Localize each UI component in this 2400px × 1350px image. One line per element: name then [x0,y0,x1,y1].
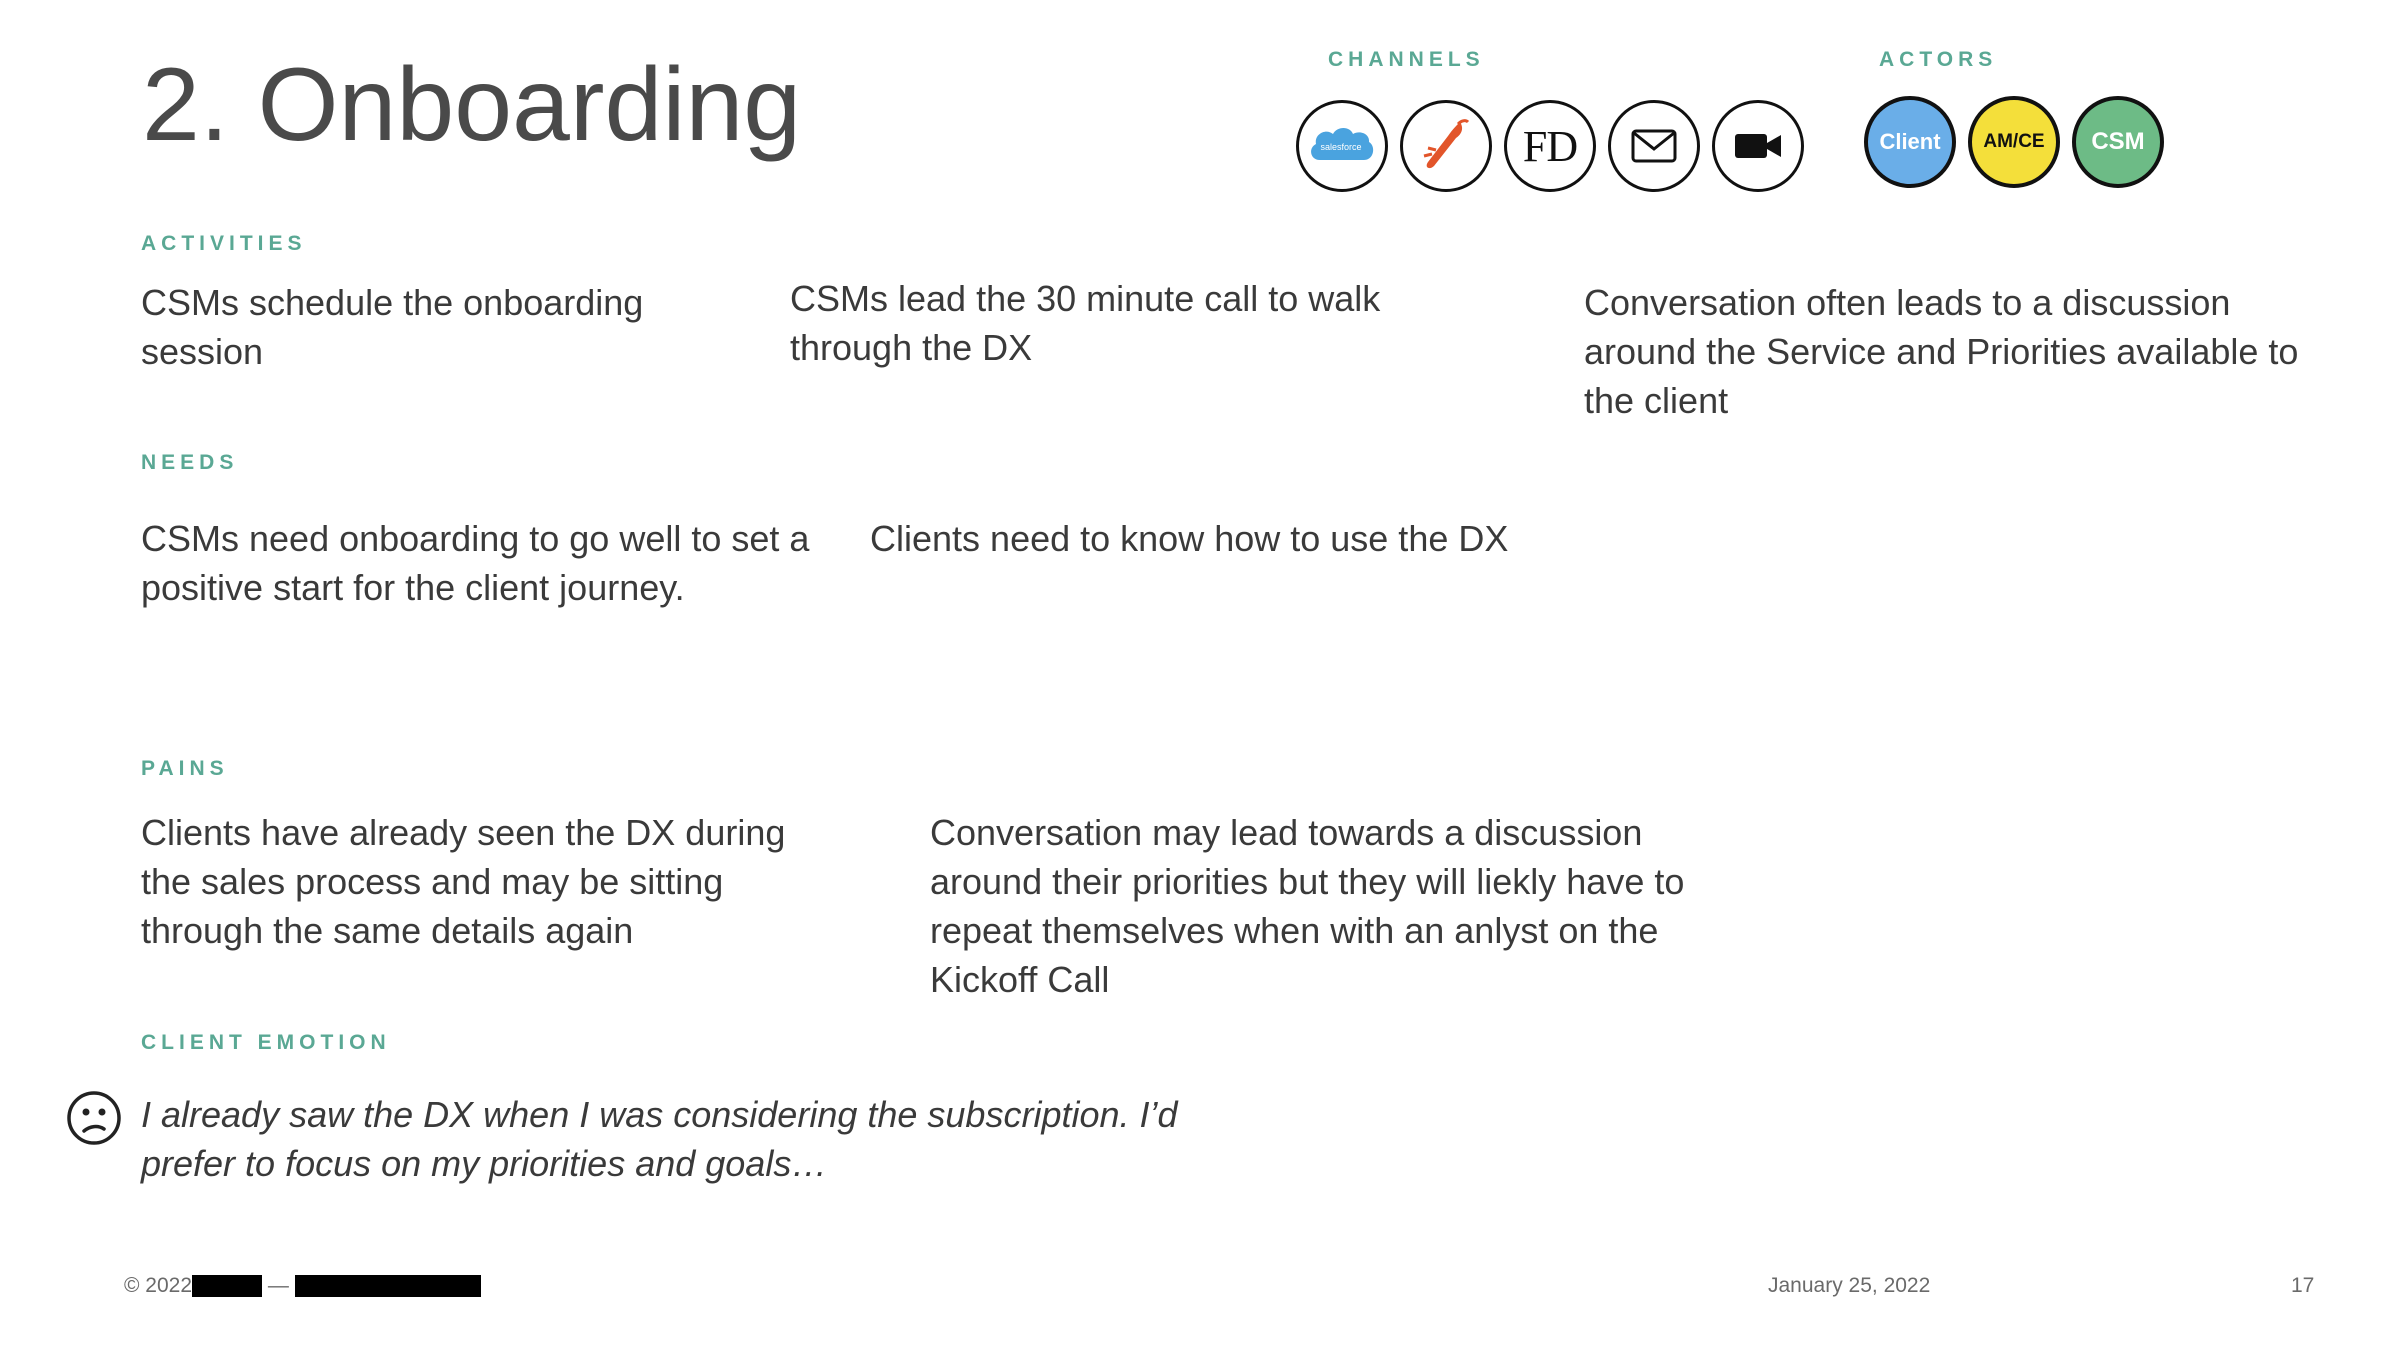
activity-item-1: CSMs schedule the onboarding session [141,282,644,372]
envelope-icon [1608,100,1700,192]
actors-label: ACTORS [1879,48,1998,71]
need-item-1: CSMs need onboarding to go well to set a positive start for the client journey. [141,518,810,608]
actor-csm-badge: CSM [2072,96,2164,188]
fd-logo-icon [1504,100,1596,192]
pain-item-1: Clients have already seen the DX during the sales process and may be sitting through the same details again [141,812,786,951]
copyright-text: © 2022 [124,1274,193,1297]
redacted-block [295,1275,481,1297]
client-emotion-label: CLIENT EMOTION [141,1031,391,1054]
needs-label: NEEDS [141,451,239,474]
confused-face-icon [66,1090,122,1146]
activity-item-3: Conversation often leads to a discussion around the Service and Priorities available to the client [1584,282,2299,421]
footer-copyright [124,1274,481,1298]
activity-item-2: CSMs lead the 30 minute call to walk through the DX [790,278,1381,368]
redacted-block [192,1275,262,1297]
fd-logo-text: FD [1522,121,1578,171]
copyright-dash: — [267,1274,289,1297]
page-title: 2. Onboarding [142,47,802,163]
pains-label: PAINS [141,757,229,780]
pain-item-2: Conversation may lead towards a discussion around their priorities but they will liekly have to repeat themselves when with an anlyst on the Kickoff Call [930,812,1685,1000]
channels-icon-row [1296,100,1816,192]
actors-row [1864,96,2176,188]
client-emotion-quote: I already saw the DX when I was considering the subscription. I’d prefer to focus on my priorities and goals… [141,1094,1178,1184]
salesforce-logo-text: salesforce [1320,142,1362,152]
page-number: 17 [2291,1274,2315,1297]
need-item-2: Clients need to know how to use the DX [870,518,1509,559]
salesforce-logo-icon [1296,100,1388,192]
footer-date: January 25, 2022 [1768,1274,1931,1297]
video-camera-icon [1712,100,1804,192]
actor-client-badge: Client [1864,96,1956,188]
channels-label: CHANNELS [1328,48,1485,71]
activities-label: ACTIVITIES [141,232,307,255]
pepper-logo-icon [1400,100,1492,192]
actor-am-ce-badge: AM/CE [1968,96,2060,188]
